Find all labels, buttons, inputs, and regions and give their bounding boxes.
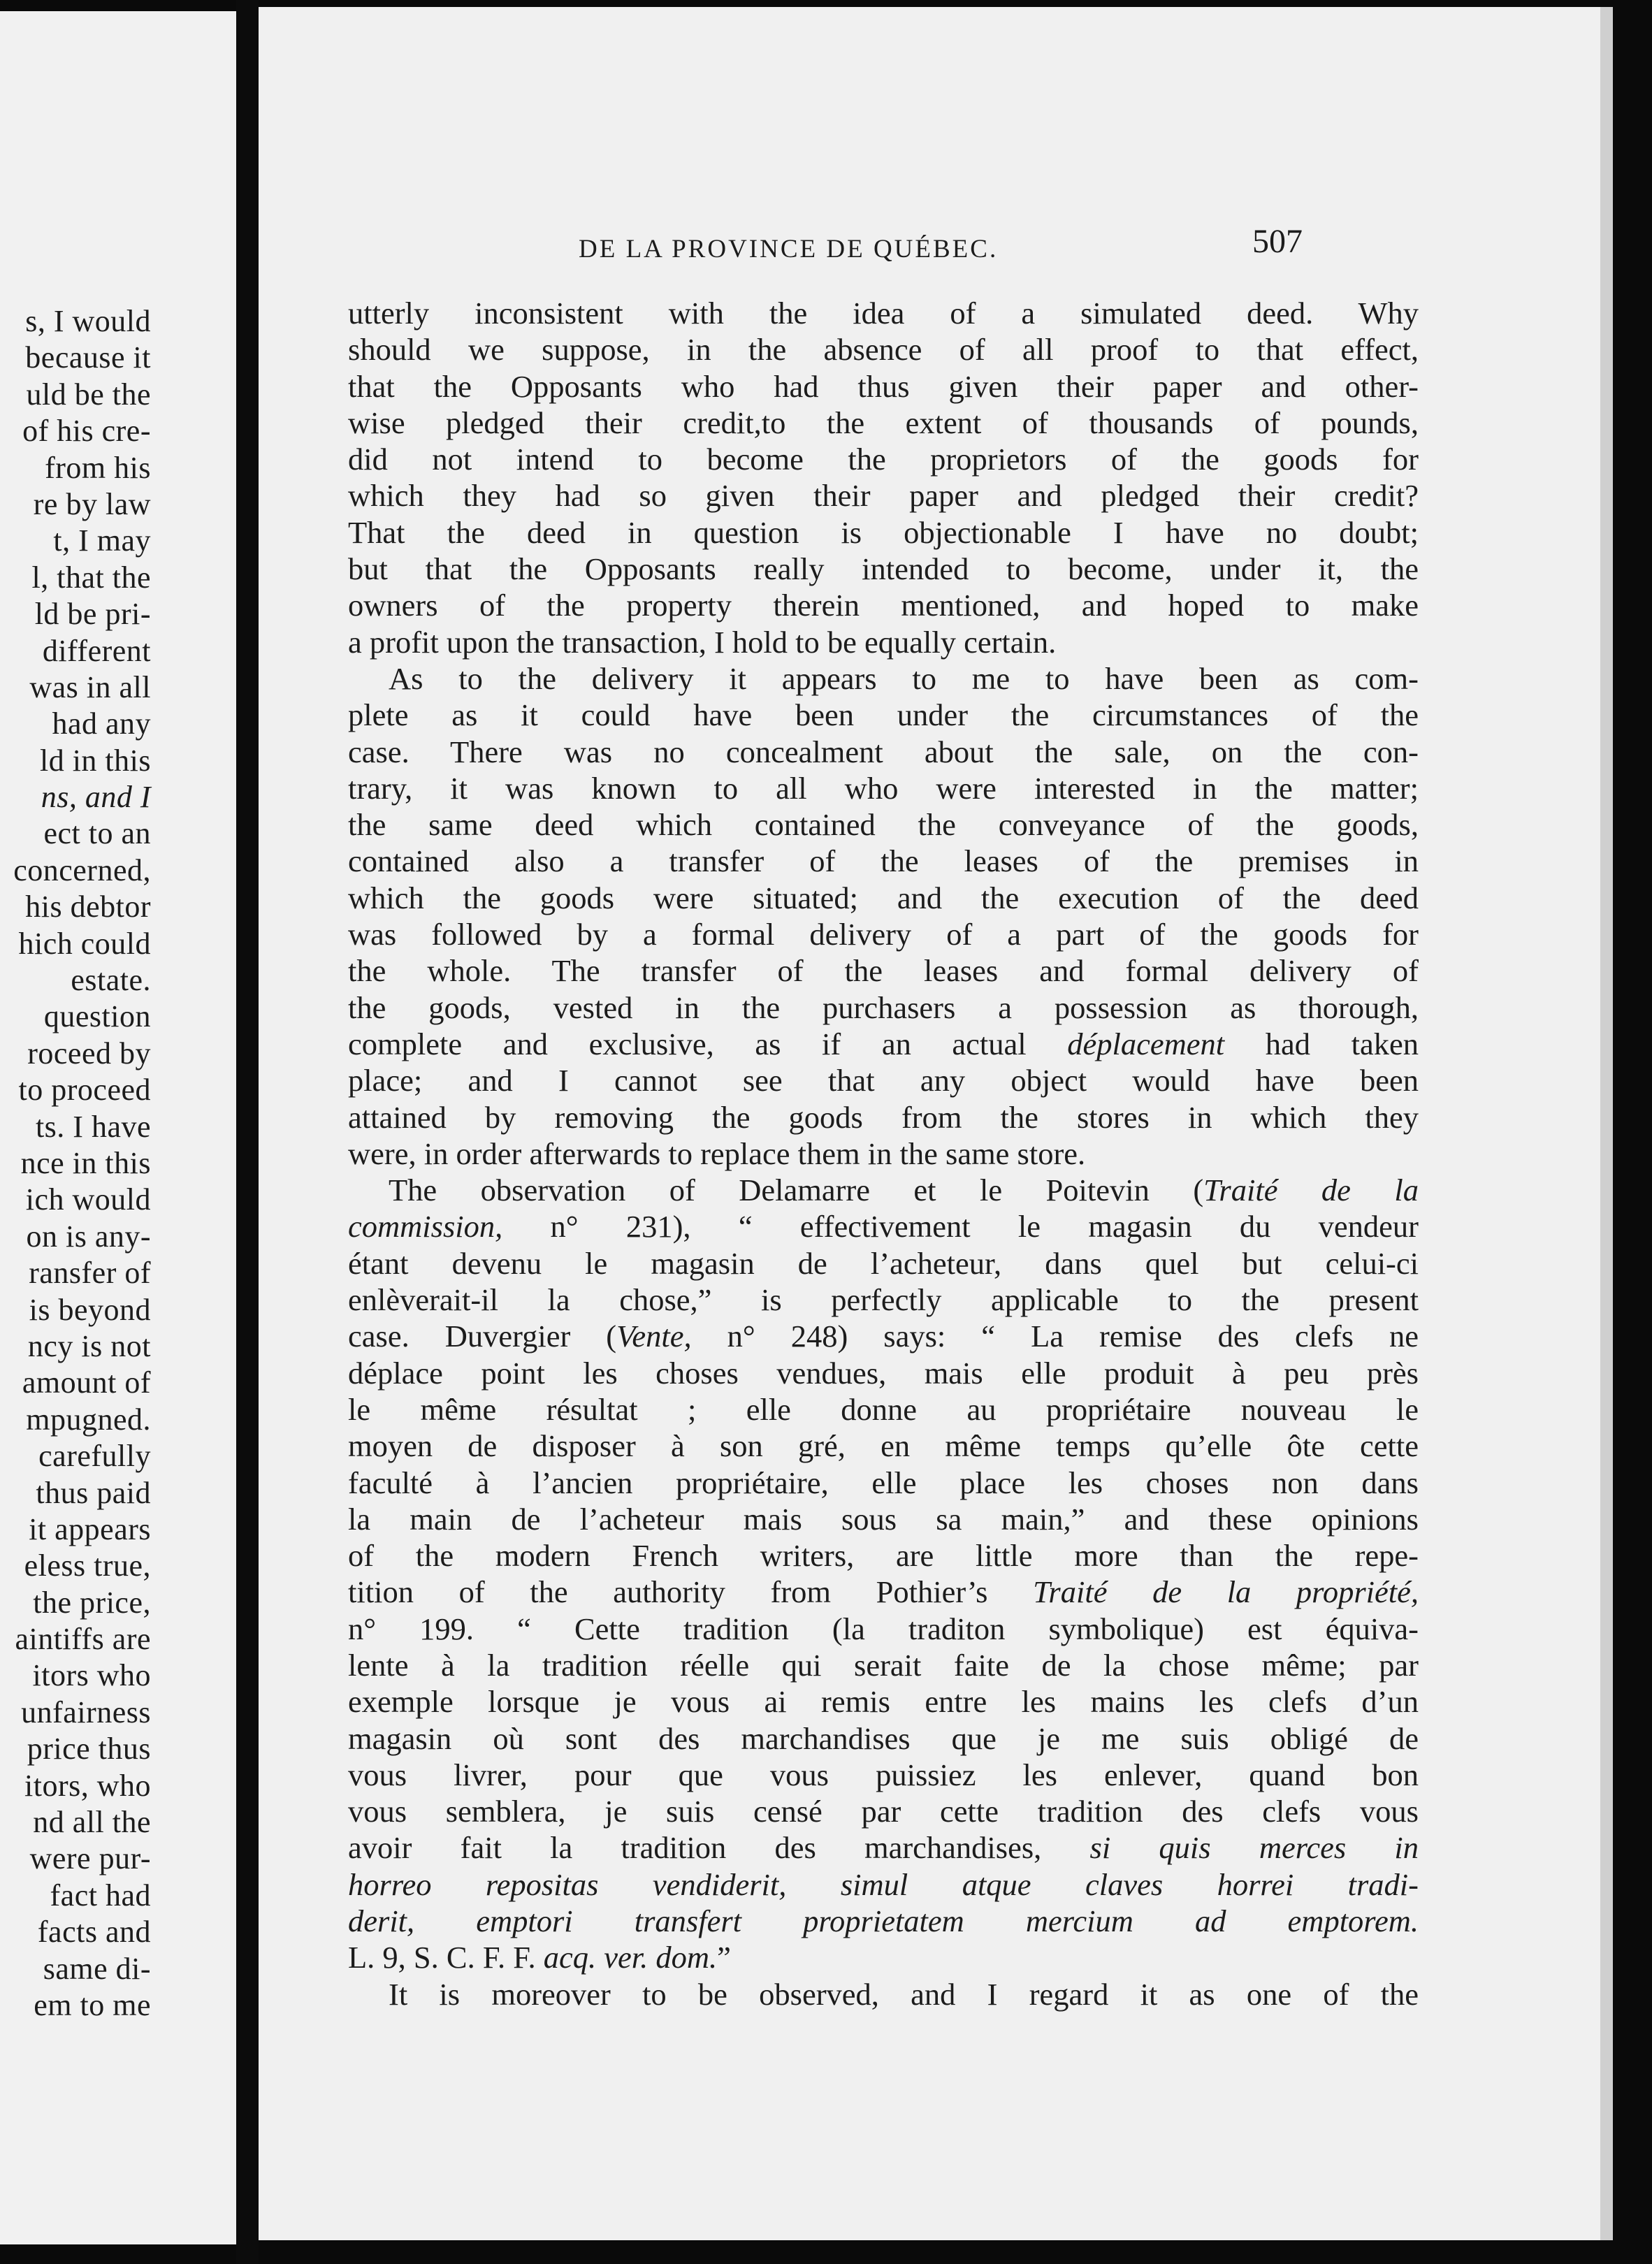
text-line: case. There was no concealment about the sale, on the con- — [348, 734, 1419, 769]
italic-run: derit, emptori transfert proprietatem mercium ad emptorem. — [348, 1903, 1419, 1939]
text-line: It is moreover to be observed, and I regard it as one of the — [389, 1976, 1419, 2012]
text-line: That the deed in question is objectionable I have no doubt; — [348, 514, 1419, 550]
text-run: tition of the authority from Pothier’s — [348, 1574, 988, 1610]
text-line — [348, 1829, 1419, 1866]
text-line: were, in order afterwards to replace them in the same store. — [348, 1135, 1086, 1171]
text-line: trary, it was known to all who were interested in the matter; — [348, 770, 1419, 806]
text-line: a profit upon the transaction, I hold to be equally certain. — [348, 624, 1057, 660]
facing-line: it appears — [29, 1511, 151, 1546]
facing-line: nce in this — [20, 1145, 151, 1180]
facing-line: roceed by — [27, 1036, 151, 1071]
text-line: that the Opposants who had thus given their paper and other- — [348, 368, 1419, 404]
facing-line: his debtor — [25, 890, 151, 924]
text-line: plete as it could have been under the circumstances of the — [348, 697, 1419, 733]
facing-line: the price, — [33, 1585, 151, 1620]
facing-line: is beyond — [29, 1292, 151, 1327]
facing-line: from his — [45, 450, 151, 485]
facing-line: because it — [25, 340, 151, 375]
facing-line: to proceed — [18, 1073, 151, 1108]
text-line — [348, 1318, 1419, 1354]
italic-run: commission, — [348, 1209, 503, 1245]
text-run: L. 9, S. C. F. F. — [348, 1940, 536, 1975]
text-line: enlèverait-il la chose,” is perfectly applicable to the present — [348, 1282, 1419, 1318]
text-line: lente à la tradition réelle qui serait faite de la chose même; par — [348, 1647, 1419, 1683]
facing-line: mpugned. — [26, 1402, 151, 1437]
text-line: was followed by a formal delivery of a part of the goods for — [348, 917, 1419, 952]
facing-line: on is any- — [26, 1219, 151, 1254]
text-line — [348, 1026, 1419, 1062]
facing-page — [0, 11, 236, 2244]
text-line — [348, 1574, 1419, 1610]
facing-line: different — [42, 633, 151, 668]
facing-line: s, I would — [25, 304, 151, 338]
text-line: the goods, vested in the purchasers a possession as thorough, — [348, 989, 1419, 1025]
facing-line: were pur- — [29, 1841, 151, 1876]
facing-line: same di- — [43, 1951, 151, 1986]
facing-line: ransfer of — [29, 1256, 151, 1291]
facing-line: of his cre- — [22, 414, 151, 449]
facing-line: facts and — [37, 1915, 151, 1950]
text-line: le même résultat ; elle donne au propriétaire nouveau le — [348, 1391, 1419, 1427]
text-line: vous semblera, je suis censé par cette tradition des clefs vous — [348, 1794, 1419, 1829]
text-line: place; and I cannot see that any object would have been — [348, 1063, 1419, 1098]
facing-line: ns, and I — [41, 780, 151, 815]
facing-line: estate. — [71, 963, 151, 998]
facing-line: nd all the — [33, 1805, 151, 1840]
page-number: 507 — [1252, 223, 1303, 260]
text-run: had taken — [1265, 1026, 1419, 1061]
italic-run: déplacement — [1067, 1026, 1225, 1061]
facing-line: ts. I have — [35, 1109, 151, 1144]
text-line: exemple lorsque je vous ai remis entre les mains les clefs d’un — [348, 1684, 1419, 1720]
text-line: should we suppose, in the absence of all proof to that effect, — [348, 332, 1419, 368]
text-line — [348, 1208, 1419, 1245]
facing-line: ich would — [25, 1182, 151, 1217]
page-edge — [1600, 7, 1613, 2240]
facing-line: re by law — [33, 486, 151, 521]
facing-line: itors, who — [24, 1768, 151, 1803]
text-line: magasin où sont des marchandises que je me suis obligé de — [348, 1720, 1419, 1756]
facing-line: ld in this — [39, 743, 151, 778]
text-line: déplace point les choses vendues, mais elle produit à peu près — [348, 1355, 1419, 1391]
facing-page-text — [0, 303, 151, 2024]
text-run: The observation of Delamarre et le Poitevin ( — [389, 1173, 1204, 1208]
text-line: faculté à l’ancien propriétaire, elle place les choses non dans — [348, 1465, 1419, 1500]
facing-line: thus paid — [36, 1475, 151, 1510]
text-line: of the modern French writers, are little more than the repe- — [348, 1538, 1419, 1574]
text-line: As to the delivery it appears to me to have been as com- — [389, 660, 1419, 696]
text-run: n° 231), “ effectivement le magasin du vendeur — [550, 1209, 1419, 1245]
italic-run: Vente, — [616, 1319, 692, 1354]
facing-line: aintiffs are — [15, 1622, 151, 1657]
italic-run: Traité de la — [1203, 1173, 1419, 1208]
facing-line: question — [43, 999, 151, 1034]
text-line: but that the Opposants really intended to become, under it, the — [348, 551, 1419, 587]
text-line: owners of the property therein mentioned, and hoped to make — [348, 588, 1419, 623]
text-line: n° 199. “ Cette tradition (la traditon symbolique) est équiva- — [348, 1611, 1419, 1646]
facing-line: l, that the — [31, 560, 151, 595]
text-line — [348, 1903, 1419, 1939]
text-line: did not intend to become the proprietors of the goods for — [348, 442, 1419, 477]
text-line: la main de l’acheteur mais sous sa main,” and these opinions — [348, 1501, 1419, 1537]
facing-line: price thus — [27, 1732, 151, 1766]
facing-line: carefully — [38, 1439, 151, 1474]
facing-line: uld be the — [26, 377, 151, 412]
facing-line: ncy is not — [27, 1328, 151, 1363]
facing-line: ect to an — [43, 816, 151, 851]
text-line: the same deed which contained the conveyance of the goods, — [348, 807, 1419, 843]
facing-line: amount of — [22, 1365, 151, 1400]
facing-line: t, I may — [53, 523, 151, 558]
italic-run: acq. ver. dom. — [543, 1940, 718, 1975]
italic-run: horreo repositas vendiderit, simul atque claves horrei tradi- — [348, 1866, 1419, 1902]
text-line: utterly inconsistent with the idea of a simulated deed. Why — [348, 296, 1419, 331]
body-text — [348, 295, 1419, 2012]
text-line: contained also a transfer of the leases of the premises in — [348, 843, 1419, 879]
facing-line: was in all — [29, 669, 151, 704]
running-header: DE LA PROVINCE DE QUÉBEC. — [579, 235, 999, 263]
text-line: attained by removing the goods from the stores in which they — [348, 1099, 1419, 1135]
facing-line: had any — [52, 706, 151, 741]
text-run: n° 248) says: “ La remise des clefs ne — [727, 1319, 1419, 1354]
text-line: wise pledged their credit,to the extent of thousands of pounds, — [348, 405, 1419, 440]
main-page — [259, 7, 1613, 2240]
facing-line: hich could — [18, 926, 151, 961]
italic-run: si quis merces in — [1089, 1830, 1419, 1866]
text-run: case. Duvergier ( — [348, 1319, 617, 1354]
book-gutter — [236, 0, 259, 2264]
text-line: moyen de disposer à son gré, en même temps qu’elle ôte cette — [348, 1428, 1419, 1464]
italic-run: Traité de la propriété, — [1033, 1574, 1419, 1610]
facing-line: itors who — [32, 1658, 151, 1693]
text-line: which they had so given their paper and pledged their credit? — [348, 478, 1419, 514]
text-line — [348, 1939, 1419, 1975]
text-line: étant devenu le magasin de l’acheteur, dans quel but celui-ci — [348, 1245, 1419, 1281]
text-run: avoir fait la tradition des marchandises, — [348, 1830, 1042, 1866]
text-line — [348, 1866, 1419, 1903]
text-line — [348, 1172, 1419, 1208]
facing-line: ld be pri- — [34, 597, 151, 632]
facing-line: eless true, — [24, 1548, 151, 1583]
facing-line: em to me — [34, 1987, 151, 2022]
text-run: complete and exclusive, as if an actual — [348, 1026, 1027, 1061]
text-line: the whole. The transfer of the leases and formal delivery of — [348, 953, 1419, 989]
text-line: vous livrer, pour que vous puissiez les enlever, quand bon — [348, 1757, 1419, 1792]
text-run: ” — [717, 1940, 731, 1975]
facing-line: concerned, — [13, 852, 151, 887]
text-line: which the goods were situated; and the execution of the deed — [348, 880, 1419, 915]
facing-line: fact had — [50, 1878, 151, 1913]
facing-line: unfairness — [21, 1695, 151, 1729]
